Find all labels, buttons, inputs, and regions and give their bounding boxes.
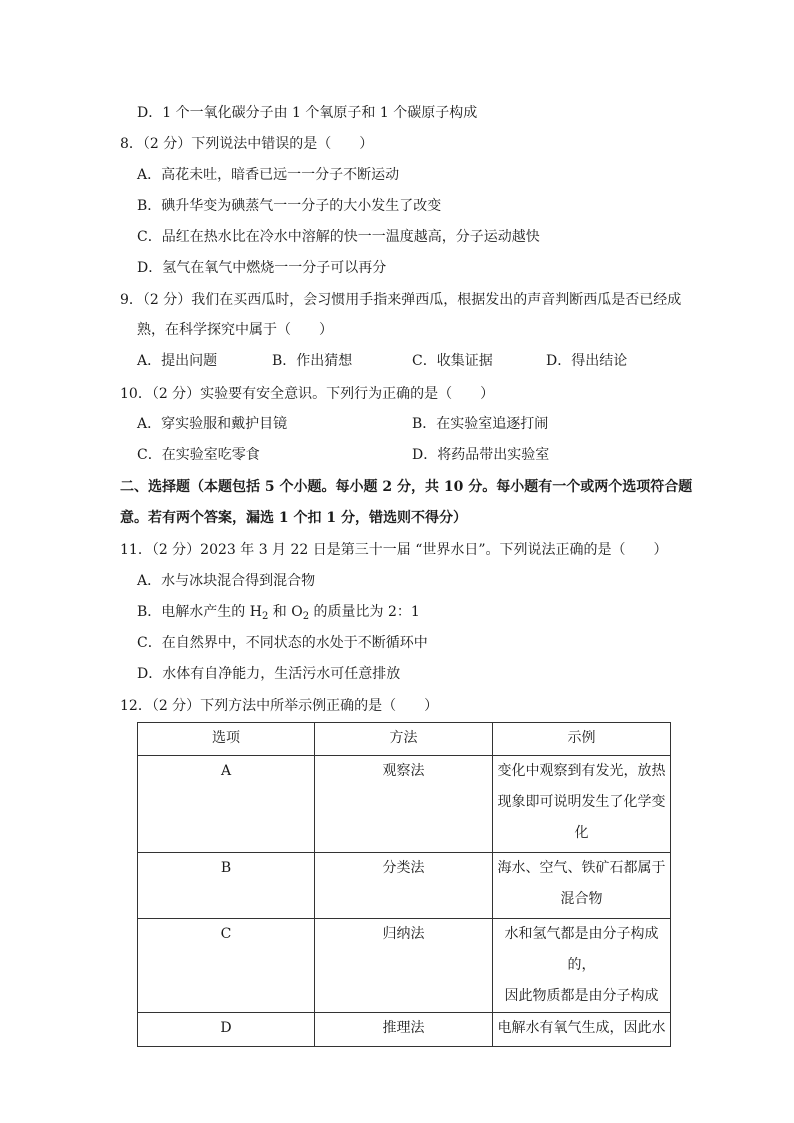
q9-stem-line2: 熟，在科学探究中属于（ ） [137,322,333,338]
q9-stem-line1: 9．（2 分）我们在买西瓜时，会习惯用手指来弹西瓜，根据发出的声音判断西瓜是否已经成 [120,292,682,308]
row-a-option: A [138,756,315,853]
q8-stem: 8．（2 分）下列说法中错误的是（ ） [120,136,374,152]
q9-option-b: B．作出猜想 [272,353,353,369]
row-b-option: B [138,853,315,919]
q11-option-c: C．在自然界中，不同状态的水处于不断循环中 [137,635,428,651]
header-option: 选项 [138,723,315,756]
row-c-method: 归纳法 [315,919,493,1013]
table-row [138,919,671,1013]
q11-option-d: D．水体有自净能力，生活污水可任意排放 [137,666,401,682]
q10-option-d: D．将药品带出实验室 [412,447,550,463]
section2-heading-line2: 意。若有两个答案，漏选 1 个扣 1 分，错选则不得分） [120,510,467,526]
header-example: 示例 [493,723,671,756]
table-header-row [138,723,671,756]
row-a-method: 观察法 [315,756,493,853]
table-row [138,1013,671,1047]
row-a-example: 变化中观察到有发光，放热 现象即可说明发生了化学变 化 [493,756,671,853]
q10-option-b: B．在实验室追逐打闹 [412,416,549,432]
row-d-option: D [138,1013,315,1047]
q10-option-c: C．在实验室吃零食 [137,447,260,463]
q8-option-a: A．高花未吐，暗香已远一一分子不断运动 [137,167,400,183]
row-b-example: 海水、空气、铁矿石都属于 混合物 [493,853,671,919]
table-row [138,853,671,919]
q12-table [137,722,671,1047]
q11-option-b: B．电解水产生的 $H_2$ 和 $O_2$ 的质量比为 2：1 [137,604,420,622]
row-c-example: 水和氢气都是由分子构成的， 因此物质都是由分子构成 [493,919,671,1013]
header-method: 方法 [315,723,493,756]
q9-option-d: D．得出结论 [546,353,628,369]
q8-option-b: B．碘升华变为碘蒸气一一分子的大小发生了改变 [137,198,442,214]
row-c-option: C [138,919,315,1013]
q12-stem: 12．（2 分）下列方法中所举示例正确的是（ ） [120,698,439,714]
q8-option-d: D．氢气在氧气中燃烧一一分子可以再分 [137,260,387,276]
q10-stem: 10．（2 分）实验要有安全意识。下列行为正确的是（ ） [120,386,495,402]
q11-option-a: A．水与冰块混合得到混合物 [137,573,316,589]
q8-option-c: C．品红在热水比在冷水中溶解的快一一温度越高，分子运动越快 [137,229,540,245]
q9-option-c: C．收集证据 [412,353,493,369]
q10-option-a: A．穿实验服和戴护目镜 [137,416,288,432]
row-b-method: 分类法 [315,853,493,919]
row-d-example: 电解水有氧气生成，因此水 [493,1013,671,1047]
q7-option-d: D．1 个一氧化碳分子由 1 个氧原子和 1 个碳原子构成 [137,105,478,121]
table-row [138,756,671,853]
row-d-method: 推理法 [315,1013,493,1047]
section2-heading-line1: 二、选择题（本题包括 5 个小题。每小题 2 分，共 10 分。每小题有一个或两个选项符合题 [120,479,693,495]
q11-stem: 11．（2 分）2023 年 3 月 22 日是第三十一届 “世界水日”。下列说法正确的是（ ） [120,542,668,558]
q9-option-a: A．提出问题 [137,353,218,369]
